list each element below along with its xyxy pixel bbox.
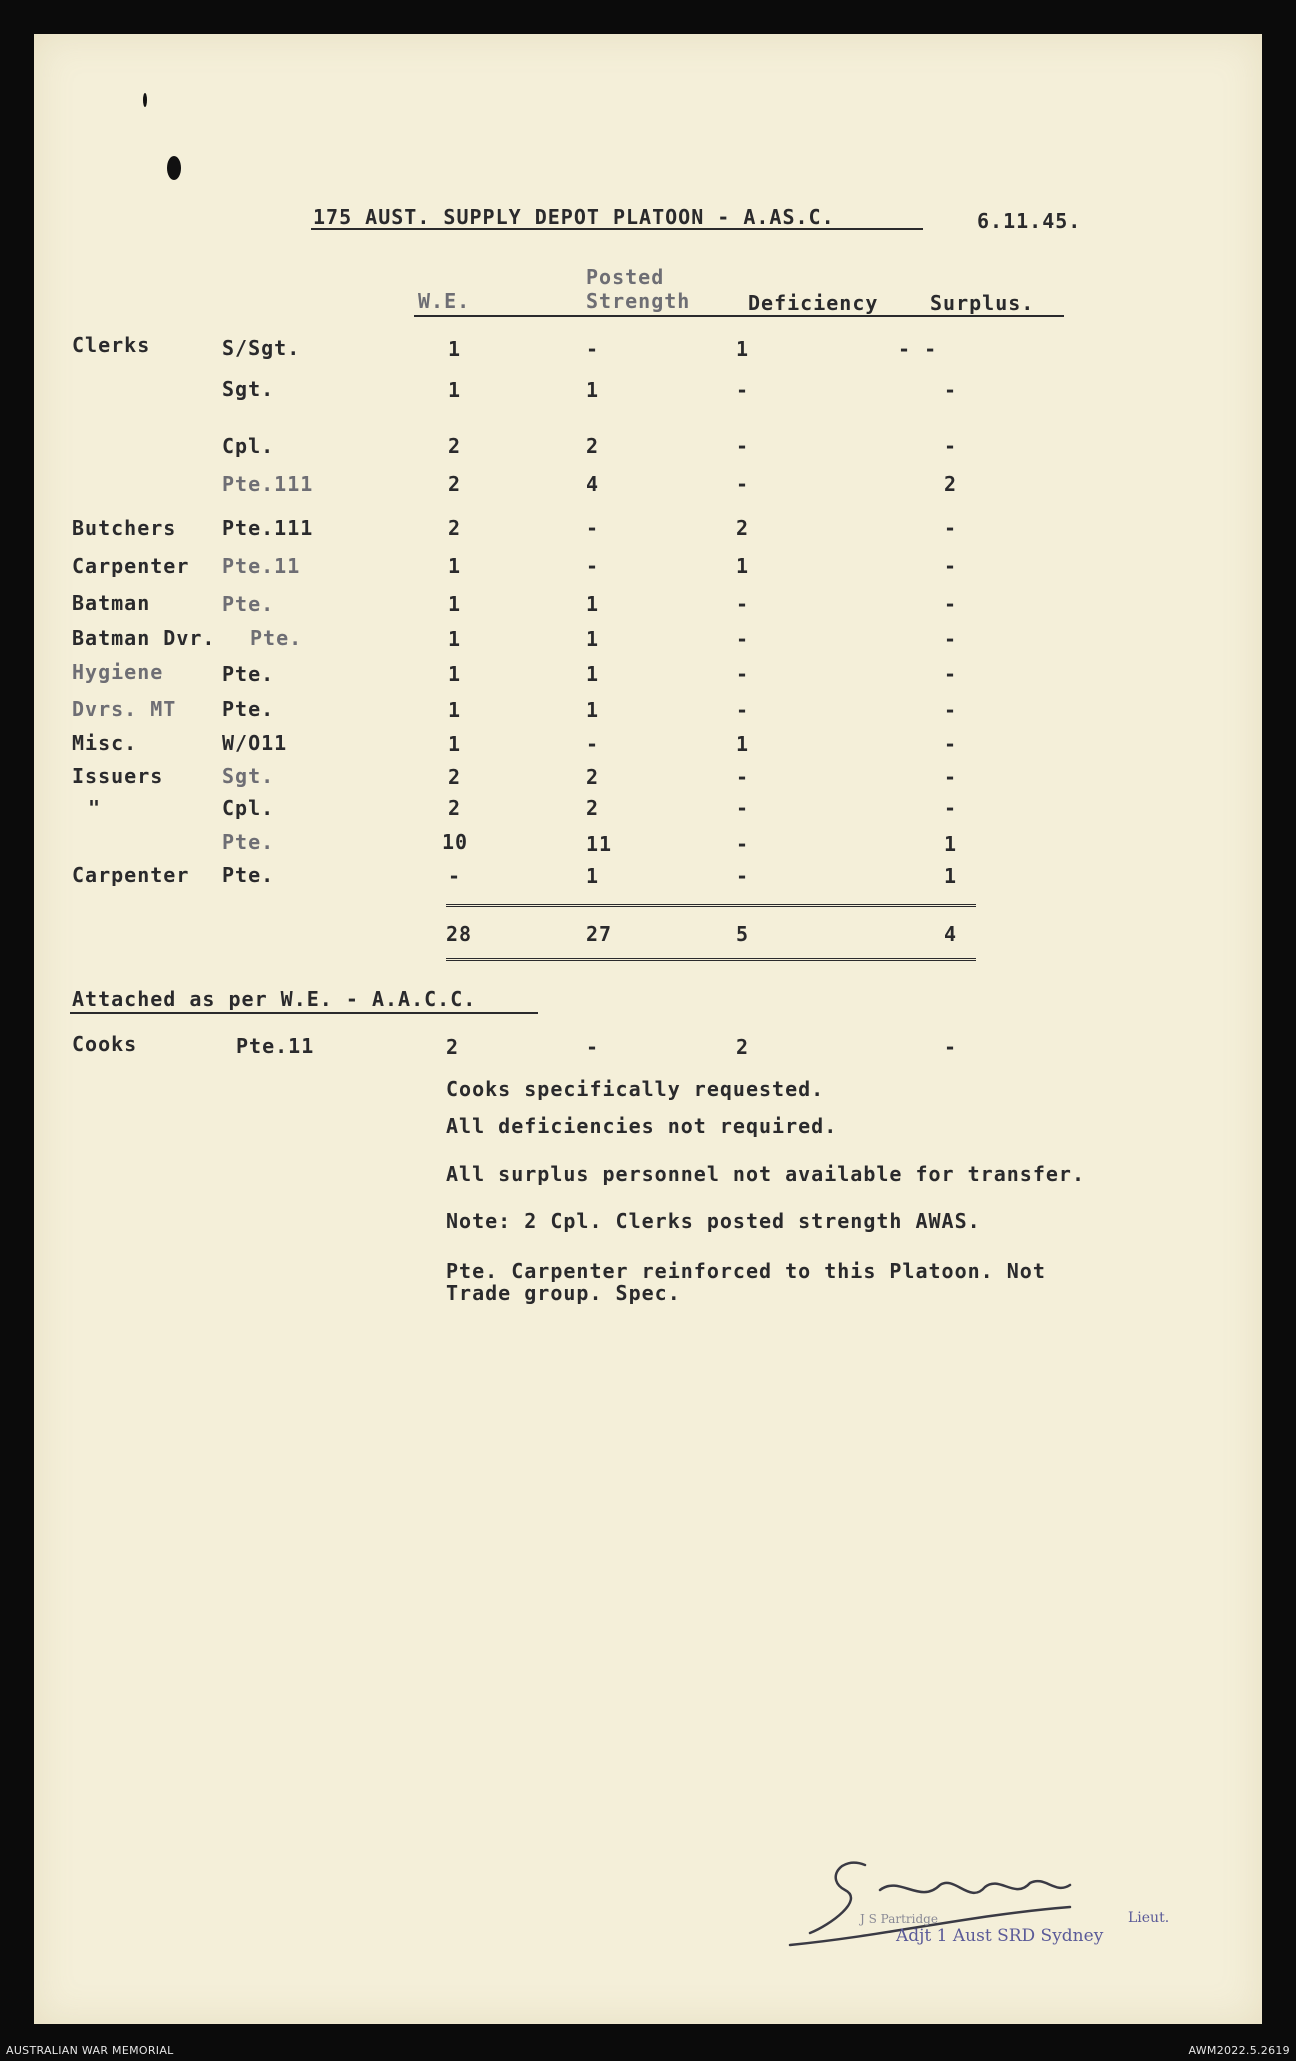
row-rank: Pte.111	[222, 472, 314, 496]
signature-stamp: Adjt 1 Aust SRD Sydney	[896, 1926, 1104, 1946]
row-surplus: -	[944, 516, 958, 540]
row-rank: W/O11	[222, 731, 288, 755]
row-deficiency: 2	[736, 516, 750, 540]
row-we: 2	[448, 434, 462, 458]
archive-footer-left: AUSTRALIAN WAR MEMORIAL	[6, 2044, 174, 2057]
total-posted: 27	[586, 922, 613, 946]
row-trade: "	[88, 796, 102, 820]
row-surplus: -	[944, 732, 958, 756]
row-trade: Issuers	[72, 764, 164, 788]
signature-scrawl	[770, 1845, 1150, 1965]
row-posted: 2	[586, 765, 600, 789]
col-header-surplus: Surplus.	[930, 291, 1035, 315]
row-rank: S/Sgt.	[222, 336, 301, 360]
row-we: 1	[448, 337, 462, 361]
row-trade: Clerks	[72, 333, 151, 357]
row-rank: Pte.111	[222, 516, 314, 540]
document-title: 175 AUST. SUPPLY DEPOT PLATOON - A.AS.C.	[313, 205, 835, 229]
header-underline	[414, 315, 1064, 317]
note-line: All deficiencies not required.	[446, 1114, 838, 1138]
row-posted: 2	[586, 796, 600, 820]
row-rank: Sgt.	[222, 377, 275, 401]
row-surplus: -	[944, 378, 958, 402]
row-rank: Pte.	[250, 626, 303, 650]
row-deficiency: 1	[736, 732, 750, 756]
row-deficiency: -	[736, 796, 750, 820]
row-posted: 1	[586, 592, 600, 616]
col-header-deficiency: Deficiency	[748, 291, 879, 315]
row-we: 1	[448, 627, 462, 651]
total-deficiency: 5	[736, 922, 750, 946]
attached-underline	[70, 1012, 538, 1014]
row-trade: Batman Dvr.	[72, 626, 216, 650]
col-header-strength: Strength	[586, 289, 691, 313]
row-trade: Misc.	[72, 731, 138, 755]
row-surplus: -	[944, 698, 958, 722]
row-we: 1	[448, 662, 462, 686]
title-underline	[311, 228, 923, 230]
document-page	[34, 34, 1262, 2024]
row-deficiency: -	[736, 592, 750, 616]
row-posted: 1	[586, 698, 600, 722]
attached-surplus: -	[944, 1035, 958, 1059]
row-trade: Carpenter	[72, 863, 190, 887]
row-we: 1	[448, 554, 462, 578]
row-posted: 1	[586, 627, 600, 651]
row-deficiency: -	[736, 434, 750, 458]
row-trade: Dvrs. MT	[72, 697, 177, 721]
row-we: 2	[448, 765, 462, 789]
row-rank: Pte.	[222, 830, 275, 854]
row-we: 1	[448, 378, 462, 402]
row-we: -	[448, 864, 462, 888]
row-surplus: -	[944, 592, 958, 616]
row-posted: -	[586, 516, 600, 540]
row-posted: 2	[586, 434, 600, 458]
row-surplus: -	[944, 662, 958, 686]
row-deficiency: 1	[736, 554, 750, 578]
row-rank: Sgt.	[222, 764, 275, 788]
row-we: 2	[448, 472, 462, 496]
row-rank: Pte.	[222, 697, 275, 721]
note-line: Cooks specifically requested.	[446, 1077, 825, 1101]
row-surplus: -	[944, 627, 958, 651]
totals-rule-top	[446, 904, 976, 907]
row-deficiency: 1	[736, 337, 750, 361]
ink-blot	[167, 156, 181, 180]
row-deficiency: -	[736, 472, 750, 496]
attached-rank: Pte.11	[236, 1034, 315, 1058]
row-posted: -	[586, 554, 600, 578]
row-we: 2	[448, 516, 462, 540]
row-posted: 1	[586, 378, 600, 402]
row-we: 2	[448, 796, 462, 820]
total-we: 28	[446, 922, 473, 946]
row-deficiency: -	[736, 698, 750, 722]
row-surplus: 1	[944, 832, 958, 856]
total-surplus: 4	[944, 922, 958, 946]
attached-deficiency: 2	[736, 1035, 750, 1059]
row-surplus: -	[944, 554, 958, 578]
row-we: 1	[448, 732, 462, 756]
row-rank: Cpl.	[222, 434, 275, 458]
row-we: 1	[448, 592, 462, 616]
note-line: All surplus personnel not available for transfer.	[446, 1162, 1086, 1186]
row-deficiency: -	[736, 662, 750, 686]
row-surplus: -	[944, 765, 958, 789]
row-surplus: -	[944, 796, 958, 820]
row-rank: Pte.	[222, 662, 275, 686]
row-posted: 4	[586, 472, 600, 496]
note-line: Trade group. Spec.	[446, 1281, 681, 1305]
row-rank: Pte.	[222, 863, 275, 887]
row-surplus: - -	[898, 337, 938, 361]
attached-posted: -	[586, 1035, 600, 1059]
row-surplus: 1	[944, 864, 958, 888]
row-posted: 1	[586, 662, 600, 686]
row-deficiency: -	[736, 627, 750, 651]
row-rank: Pte.	[222, 592, 275, 616]
row-trade: Hygiene	[72, 660, 164, 684]
row-we: 1	[448, 698, 462, 722]
archive-footer-right: AWM2022.5.2619	[1188, 2044, 1290, 2057]
attached-heading: Attached as per W.E. - A.A.C.C.	[72, 987, 477, 1011]
note-line: Note: 2 Cpl. Clerks posted strength AWAS.	[446, 1209, 981, 1233]
row-deficiency: -	[736, 832, 750, 856]
row-rank: Cpl.	[222, 796, 275, 820]
attached-we: 2	[446, 1035, 460, 1059]
ink-mark	[143, 93, 147, 107]
row-deficiency: -	[736, 864, 750, 888]
signature-name: J S Partridge	[860, 1912, 938, 1926]
row-trade: Carpenter	[72, 554, 190, 578]
col-header-posted: Posted	[586, 265, 665, 289]
signature-rank: Lieut.	[1128, 1910, 1170, 1926]
row-deficiency: -	[736, 765, 750, 789]
row-posted: -	[586, 732, 600, 756]
row-posted: -	[586, 337, 600, 361]
attached-trade: Cooks	[72, 1032, 138, 1056]
row-trade: Batman	[72, 591, 151, 615]
row-posted: 1	[586, 864, 600, 888]
row-deficiency: -	[736, 378, 750, 402]
row-surplus: 2	[944, 472, 958, 496]
row-trade: Butchers	[72, 516, 177, 540]
note-line: Pte. Carpenter reinforced to this Platoon. Not	[446, 1259, 1046, 1283]
row-rank: Pte.11	[222, 554, 301, 578]
document-date: 6.11.45.	[977, 209, 1082, 233]
row-surplus: -	[944, 434, 958, 458]
totals-rule-bottom	[446, 958, 976, 961]
row-posted: 11	[586, 832, 613, 856]
col-header-we: W.E.	[418, 289, 471, 313]
row-we: 10	[442, 830, 469, 854]
